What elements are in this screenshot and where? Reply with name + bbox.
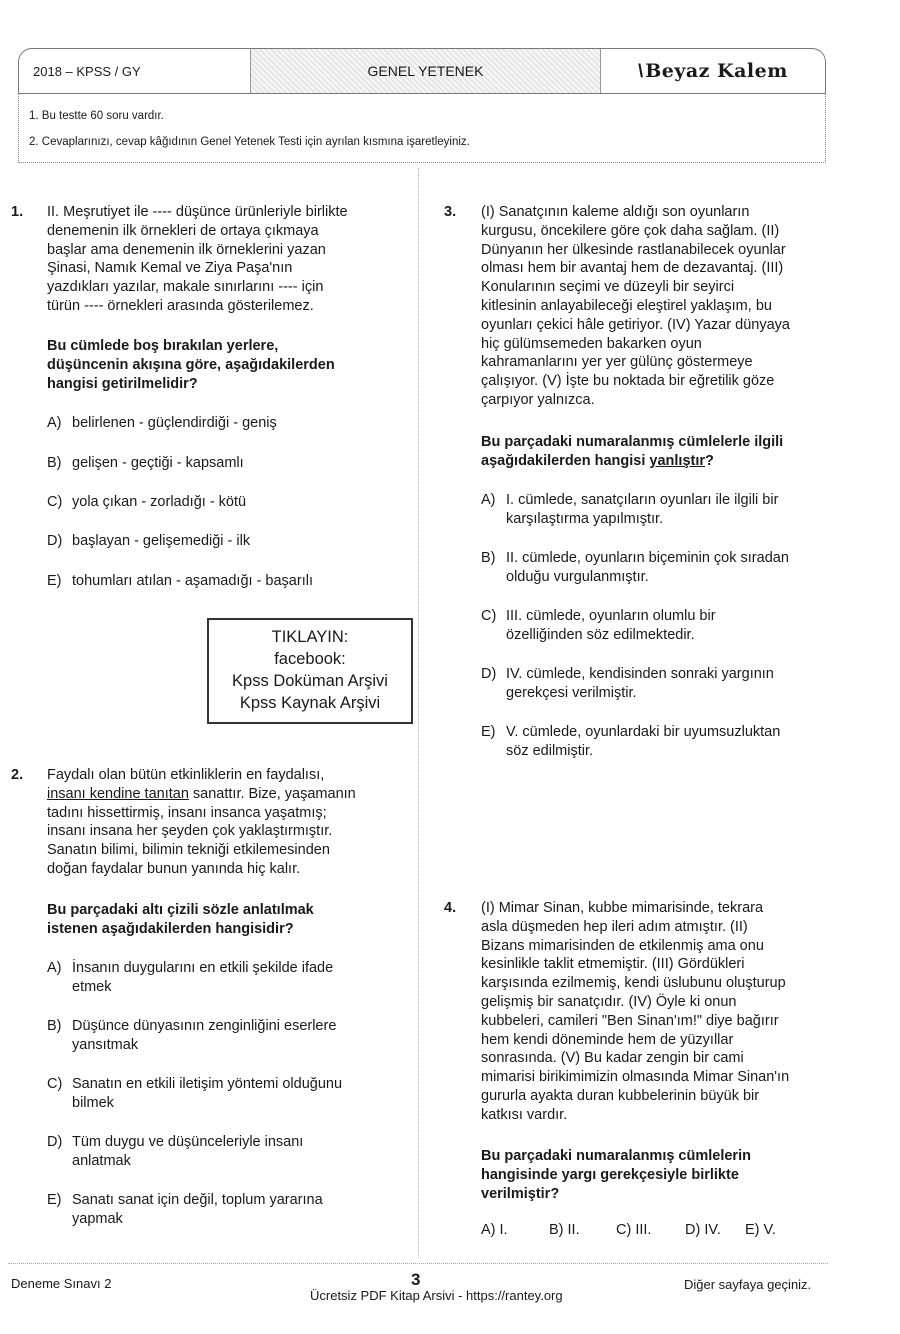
option-letter: A) [481, 492, 496, 508]
q4-option-a[interactable]: A) I. [481, 1222, 508, 1238]
option-letter: E) [47, 1192, 62, 1208]
text-line: Sanatın bilimi, bilimin tekniği etkilemesinden [47, 842, 330, 859]
q3-option-e[interactable] [481, 723, 780, 760]
q2-option-b[interactable] [47, 1017, 336, 1054]
instructions-box [18, 92, 826, 163]
option-text: yola çıkan - zorladığı - kötü [72, 494, 247, 510]
promo-line: Kpss Kaynak Arşivi [239, 694, 381, 712]
stem-line: verilmiştir? [481, 1185, 560, 1202]
q3-option-d[interactable] [481, 665, 774, 702]
q1-option-e[interactable] [47, 572, 313, 591]
q4-option-c[interactable]: C) III. [616, 1222, 652, 1238]
text-line: türün ---- örnekleri arasında gösterilemez. [47, 297, 314, 314]
instruction-2: 2. Cevaplarınızı, cevap kâğıdının Genel Yetenek Testi için ayrılan kısmına işaretleyiniz. [29, 136, 470, 148]
stem-line [481, 452, 841, 471]
text-line: kubbeleri, camileri "Ben Sinan'ım!" diye bağırır [481, 1012, 779, 1029]
option-letter: E) [47, 573, 62, 589]
text-line: olması hem bir avantaj hem de dezavantaj. (III) [481, 260, 784, 277]
section-title: GENEL YETENEK [251, 49, 601, 93]
text-line: (I) Sanatçının kaleme aldığı son oyunların [481, 204, 750, 220]
text-line: doğan faydalar bunun yanında hiç kalır. [47, 860, 301, 877]
text-line: Konularının seçimi ve düzeyli bir seyirci [481, 279, 735, 296]
text-line: insanı insana her şeyden çok yaklaştırmıştır. [47, 823, 333, 840]
q1-option-b[interactable] [47, 454, 244, 473]
text-line: çalışıyor. (V) İşte bu noktada bir eğretilik göze [481, 373, 775, 390]
pen-stroke-icon: \ [638, 60, 644, 81]
question-1-text [47, 203, 412, 316]
text-line: oyunları çekici hâle getiriyor. (IV) Yazar dünyaya [481, 316, 790, 333]
option-text: İnsanın duygularını en etkili şekilde ifade etmek [72, 960, 334, 995]
option-text: III. cümlede, oyunların olumlu bir özelliğinden söz edilmektedir. [506, 608, 716, 643]
question-3-text [481, 203, 841, 410]
footer-rule [8, 1263, 828, 1264]
question-4-text [481, 899, 841, 1125]
text-line: çarpıyor yalnızca. [481, 391, 595, 408]
question-3-stem [481, 433, 841, 471]
question-1-number: 1. [11, 204, 24, 220]
q3-option-b[interactable] [481, 549, 789, 586]
text-line [47, 785, 412, 804]
text-line: sonrasında. (V) Bu kadar zengin bir cami [481, 1050, 744, 1067]
test-header [18, 48, 826, 94]
q2-option-e[interactable] [47, 1191, 323, 1228]
q4-option-b[interactable]: B) II. [549, 1222, 580, 1238]
text-line: gelişmiş bir sanatçıdır. (IV) Öyle ki onun [481, 993, 737, 1010]
option-letter: B) [47, 455, 62, 471]
footer-watermark[interactable]: Ücretsiz PDF Kitap Arsivi - https://rantey.org [310, 1288, 563, 1303]
text-line: kitlesinin anlayabileceği eleştirel yaklaşım, bu [481, 297, 772, 314]
footer-exam-name: Deneme Sınavı 2 [11, 1276, 112, 1291]
stem-line: hangisinde yargı gerekçesiyle birlikte [481, 1166, 739, 1183]
option-text: I. cümlede, sanatçıların oyunları ile ilgili bir karşılaştırma yapılmıştır. [506, 492, 779, 527]
text-line: mimarisi birikimimizin olmasında Mimar Sinan'ın [481, 1069, 790, 1086]
option-letter: C) [481, 608, 497, 624]
q4-options [481, 1222, 776, 1238]
option-text: IV. cümlede, kendisinden sonraki yargının gerekçesi verilmiştir. [506, 666, 774, 701]
text-line: (I) Mimar Sinan, kubbe mimarisinde, tekrara [481, 900, 764, 916]
underlined-phrase: insanı kendine tanıtan [47, 785, 189, 802]
promo-line: facebook: [274, 650, 346, 668]
text-line: gururla ayakta duran kubbelerinin büyük bir [481, 1087, 760, 1104]
option-letter: D) [47, 1134, 63, 1150]
exam-label: 2018 – KPSS / GY [19, 49, 251, 93]
q1-option-d[interactable] [47, 532, 250, 551]
text-line: asla düşmeden hep ileri adım atmıştır. (II) [481, 918, 748, 935]
option-text: Tüm duygu ve düşünceleriyle insanı anlatmak [72, 1134, 304, 1169]
q1-option-c[interactable] [47, 493, 246, 512]
option-text: Sanatın en etkili iletişim yöntemi olduğunu bilmek [72, 1076, 343, 1111]
text-line: denemenin ilk örnekleri de ortaya çıkmaya [47, 222, 319, 239]
question-2-text [47, 766, 412, 879]
option-text: başlayan - gelişemediği - ilk [72, 533, 251, 549]
promo-line: Kpss Doküman Arşivi [232, 672, 388, 690]
q2-option-c[interactable] [47, 1075, 342, 1112]
text-line: karşısında ezilmemiş, kendi üslubunu oluşturup [481, 975, 786, 992]
promo-line: TIKLAYIN: [271, 628, 349, 646]
option-letter: A) [47, 960, 62, 976]
option-letter: C) [47, 1076, 63, 1092]
q3-option-a[interactable] [481, 491, 778, 528]
text-line: hiç gülümsemeden bakarken oyun [481, 335, 702, 352]
stem-line: Bu parçadaki numaralanmış cümlelerle ilgili [481, 434, 784, 450]
q2-option-a[interactable] [47, 959, 333, 996]
text-line: katkısı vardır. [481, 1106, 568, 1123]
text-fragment: aşağıdakilerden hangisi [481, 452, 650, 469]
stem-line: Bu cümlede boş bırakılan yerlere, [47, 338, 279, 354]
text-fragment: ? [705, 452, 714, 469]
column-divider [418, 168, 419, 1258]
option-text: II. cümlede, oyunların biçeminin çok sıradan olduğu vurgulanmıştır. [506, 550, 789, 585]
q1-option-a[interactable] [47, 414, 277, 433]
text-line: kurgusu, öncekilere göre çok daha sağlam. (II) [481, 222, 780, 239]
text-line: Faydalı olan bütün etkinliklerin en faydalısı, [47, 767, 325, 783]
text-line: kesinlikle taklit etmemiştir. (III) Gördükleri [481, 956, 745, 973]
q4-option-e[interactable]: E) V. [745, 1222, 776, 1238]
underlined-word: yanlıştır [649, 452, 706, 469]
question-2-number: 2. [11, 767, 24, 783]
q3-option-c[interactable] [481, 607, 716, 644]
text-line: kahramanlarını yer yer gülünç göstermeye [481, 354, 753, 371]
option-letter: B) [47, 1018, 62, 1034]
option-letter: E) [481, 724, 496, 740]
option-letter: D) [481, 666, 497, 682]
text-line: Dünyanın her ülkesinde rastlanabilecek oyunlar [481, 241, 786, 258]
text-line: Şinasi, Namık Kemal ve Ziya Paşa'nın [47, 260, 293, 277]
stem-line: Bu parçadaki altı çizili sözle anlatılmak [47, 902, 314, 918]
text-line: yazdıkları yazılar, makale sınırlarını ---- için [47, 279, 324, 296]
question-3-number: 3. [444, 204, 457, 220]
footer-next-page: Diğer sayfaya geçiniz. [684, 1277, 812, 1292]
text-fragment: sanattır. Bize, yaşamanın [188, 785, 356, 802]
question-4-number: 4. [444, 900, 457, 916]
option-letter: B) [481, 550, 496, 566]
publisher-name: Beyaz Kalem [645, 60, 788, 82]
promo-box[interactable] [207, 618, 413, 724]
question-1-stem [47, 337, 412, 393]
stem-line: düşüncenin akışına göre, aşağıdakilerden [47, 356, 335, 373]
option-text: Sanatı sanat için değil, toplum yararına yapmak [72, 1192, 323, 1227]
option-text: belirlenen - güçlendirdiği - geniş [72, 415, 277, 431]
instruction-1: 1. Bu testte 60 soru vardır. [29, 110, 164, 122]
text-line: hem kendi döneminde hem de yüzyıllar [481, 1031, 734, 1048]
option-text: gelişen - geçtiği - kapsamlı [72, 455, 244, 471]
q2-option-d[interactable] [47, 1133, 303, 1170]
q4-option-d[interactable]: D) IV. [685, 1222, 721, 1238]
option-text: V. cümlede, oyunlardaki bir uyumsuzluktan söz edilmiştir. [506, 724, 781, 759]
question-4-stem [481, 1147, 841, 1203]
text-line: II. Meşrutiyet ile ---- düşünce ürünleriyle birlikte [47, 204, 348, 220]
option-letter: D) [47, 533, 63, 549]
option-letter: A) [47, 415, 62, 431]
stem-line: hangisi getirilmelidir? [47, 375, 198, 392]
option-text: tohumları atılan - aşamadığı - başarılı [72, 573, 313, 589]
stem-line: Bu parçadaki numaralanmış cümlelerin [481, 1148, 751, 1164]
stem-line: istenen aşağıdakilerden hangisidir? [47, 920, 294, 937]
question-2-stem [47, 901, 412, 939]
text-line: başlar ama denemenin ilk örneklerini yazan [47, 241, 326, 258]
option-text: Düşünce dünyasının zenginliğini eserlere yansıtmak [72, 1018, 337, 1053]
page-number: 3 [411, 1270, 421, 1289]
text-line: Bizans mimarisinden de etkilenmiş ama onu [481, 937, 764, 954]
option-letter: C) [47, 494, 63, 510]
text-line: tadını hissettirmiş, insanı insanca yaşatmış; [47, 804, 327, 821]
publisher-logo [601, 49, 825, 93]
